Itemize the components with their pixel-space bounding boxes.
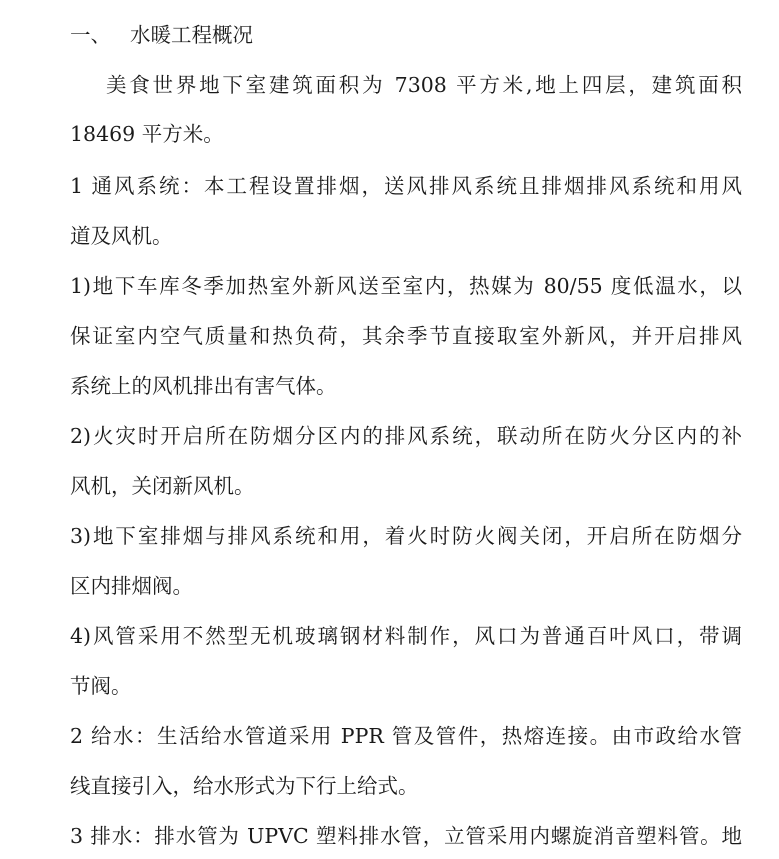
paragraph-line: 线直接引入，给水形式为下行上给式。	[70, 774, 419, 798]
paragraph-line: 美食世界地下室建筑面积为 7308 平方米,地上四层，建筑面积	[106, 73, 742, 97]
paragraph-line: 节阀。	[70, 674, 132, 698]
section-title: 水暖工程概况	[130, 23, 253, 47]
paragraph-line: 18469 平方米。	[70, 122, 224, 146]
paragraph-line: 3 排水：排水管为 UPVC 塑料排水管，立管采用内螺旋消音塑料管。地	[70, 824, 742, 848]
paragraph-line: 1)地下车库冬季加热室外新风送至室内，热媒为 80/55 度低温水，以	[70, 274, 742, 298]
paragraph-line: 4)风管采用不然型无机玻璃钢材料制作，风口为普通百叶风口，带调	[70, 624, 742, 648]
paragraph-line: 道及风机。	[70, 224, 173, 248]
paragraph-line: 2 给水：生活给水管道采用 PPR 管及管件，热熔连接。由市政给水管	[70, 724, 742, 748]
paragraph-line: 保证室内空气质量和热负荷，其余季节直接取室外新风，并开启排风	[70, 324, 742, 348]
section-number: 一、	[70, 23, 111, 47]
paragraph-line: 区内排烟阀。	[70, 574, 193, 598]
section-heading	[70, 21, 253, 49]
paragraph-line: 系统上的风机排出有害气体。	[70, 374, 337, 398]
paragraph-line: 1 通风系统：本工程设置排烟，送风排风系统且排烟排风系统和用风	[70, 174, 742, 198]
paragraph-line: 3)地下室排烟与排风系统和用，着火时防火阀关闭，开启所在防烟分	[70, 524, 742, 548]
paragraph-line: 风机，关闭新风机。	[70, 474, 255, 498]
paragraph-line: 2)火灾时开启所在防烟分区内的排风系统，联动所在防火分区内的补	[70, 424, 742, 448]
